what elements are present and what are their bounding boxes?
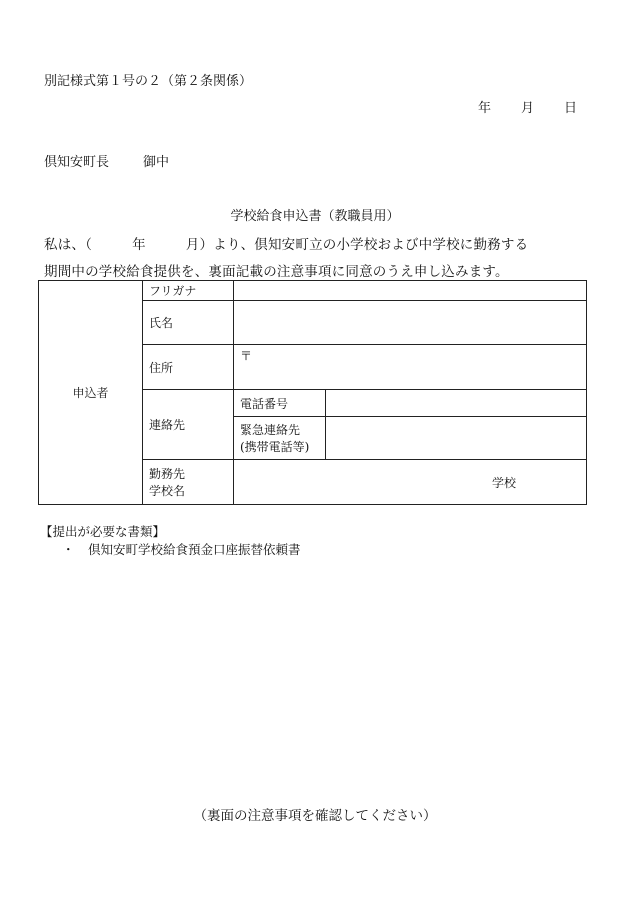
emergency-contact-label [234,417,326,460]
addressee-honorific: 御中 [143,155,170,170]
required-document-item [62,540,301,558]
phone-field[interactable] [326,390,587,417]
emergency-label-line-1: 緊急連絡先 [240,423,301,437]
application-table [38,280,587,505]
applicant-label: 申込者 [39,281,143,505]
furigana-field[interactable] [234,281,587,301]
contact-label: 連絡先 [143,390,234,460]
emergency-contact-field[interactable] [326,417,587,460]
bullet: ・ [62,542,75,557]
address-field[interactable] [234,345,587,390]
name-field[interactable] [234,301,587,345]
footer-note: （裏面の注意事項を確認してください） [193,808,437,824]
workplace-label-line-2: 学校名 [149,484,186,498]
required-documents-heading: 【提出が必要な書類】 [40,524,166,539]
statement-month-text: 月）より、倶知安町立の小学校および中学校に勤務する [185,237,529,253]
emergency-label-line-2: (携帯電話等) [240,440,310,454]
document-title: 学校給食申込書（教職員用） [230,209,400,224]
date-month-label: 月 [521,101,535,116]
addressee-name: 倶知安町長 [44,155,110,170]
school-name-field[interactable] [234,460,587,505]
statement-year-label: 年 [132,237,146,253]
statement-line-2: 期間中の学校給食提供を、裏面記載の注意事項に同意のうえ申し込みます。 [44,264,509,280]
date-day-label: 日 [564,101,578,116]
phone-label: 電話番号 [234,390,326,417]
addressee [44,151,169,170]
date-line [478,97,577,116]
workplace-label [143,460,234,505]
form-identifier: 別記様式第１号の２（第２条関係） [44,74,253,89]
date-year-label: 年 [478,101,492,116]
postal-mark: 〒 [240,349,253,363]
workplace-label-line-1: 勤務先 [149,467,186,481]
name-label: 氏名 [143,301,234,345]
school-suffix: 学校 [491,475,516,490]
required-document-name: 倶知安町学校給食預金口座振替依頼書 [88,542,301,557]
furigana-label: フリガナ [143,281,234,301]
statement-intro: 私は、（ [44,237,93,253]
statement-line-1 [44,233,528,253]
address-label: 住所 [143,345,234,390]
